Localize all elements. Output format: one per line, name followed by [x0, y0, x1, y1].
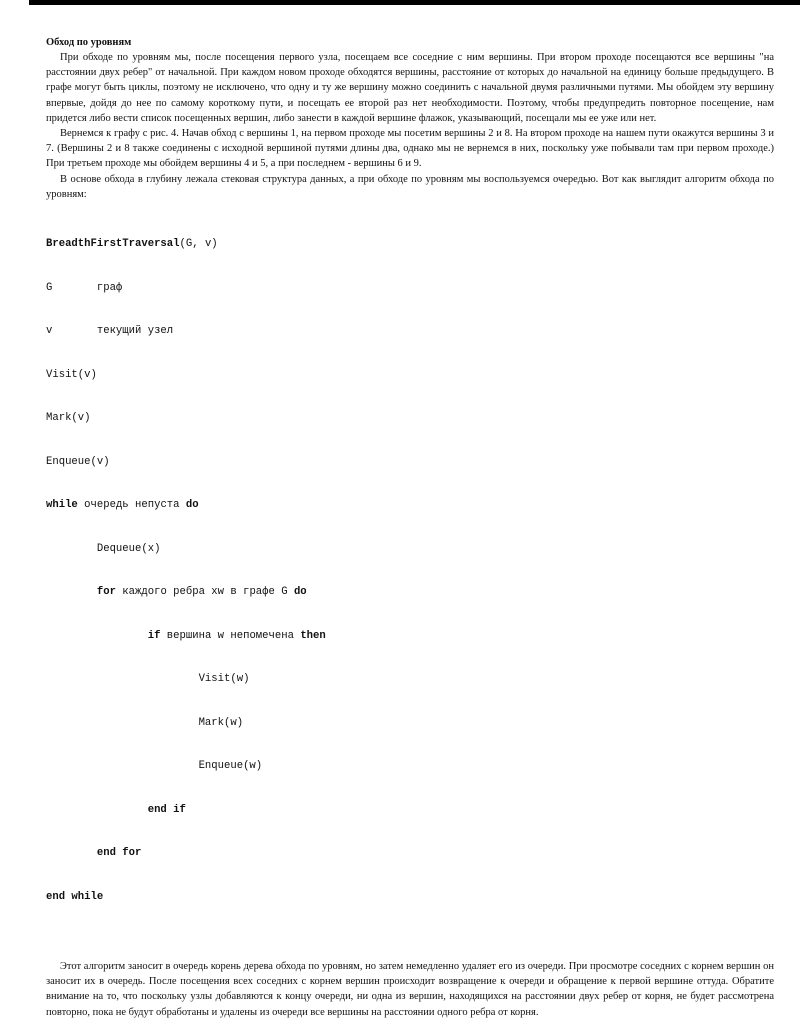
code-line — [46, 803, 774, 818]
code-line: Visit(v) — [46, 368, 97, 381]
code-line: v текущий узел — [46, 325, 174, 338]
code-indent — [46, 586, 97, 598]
code-indent — [46, 804, 148, 816]
code-keyword: end while — [46, 890, 104, 903]
code-keyword: end if — [147, 803, 186, 816]
code-text: каждого ребра xw в графе G — [115, 586, 294, 599]
code-keyword: then — [300, 629, 326, 642]
intro-paragraph-2: Вернемся к графу с рис. 4. Начав обход с вершины 1, на первом проходе мы посетим вершины 2 и 8. На втором проходе на нашем пути окажутся вершины 3 и 7. (Вершины 2 и 8 также соединены с исходной вершиной путями длины два, однако мы не вернемся в них, поскольку уже побывали там при первом проходе.) При третьем проходе мы обойдем вершины 4 и 5, а при последнем - вершины 6 и 9. — [46, 128, 774, 170]
code-line: Mark(v) — [46, 412, 91, 425]
code-keyword: if — [147, 629, 161, 642]
code-text: (G, v) — [179, 238, 218, 251]
code-keyword: do — [293, 586, 307, 599]
code-function-name: BreadthFirstTraversal — [46, 238, 180, 251]
code-line — [46, 890, 774, 905]
section-title: Обход по уровням — [46, 37, 132, 48]
code-line: Enqueue(w) — [46, 760, 263, 773]
intro-paragraph-1: При обходе по уровням мы, после посещения первого узла, посещаем все соседние с ним вершины. При втором проходе посещаются все вершины "на расстоянии двух ребер" от начальной. При каждом новом проходе обходятся вершины, расстояние от которых до начальной на единицу больше предыдущего. В графе могут быть циклы, поэтому не исключено, что одну и ту же вершину можно соединить с начальной двумя различными путями. Мы обойдем эту вершину впервые, дойдя до нее по самому короткому пути, и посещать ее второй раз нет необходимости. Поэтому, чтобы предупредить повторное посещение, нам придется либо вести список посещенных вершин, либо занести в каждой вершине флажок, указывающий, посещали мы ее уже или нет. — [46, 52, 774, 124]
code-line: G граф — [46, 281, 123, 294]
conclusion-paragraph: Этот алгоритм заносит в очередь корень дерева обхода по уровням, но затем немедленно удаляет его из очереди. При просмотре соседних с корнем вершин он заносит их в очередь. После посещения всех соседних с корнем вершин происходит возвращение к очереди и обращение к первой вершине оттуда. Обратите внимание на то, что поскольку узлы добавляются к концу очереди, ни одна из вершин, находящихся на расстоянии двух ребер от корня, не будет рассмотрена повторно, пока не будут обработаны и удалены из очереди все вершины на расстоянии одного ребра от корня. — [46, 961, 774, 1018]
code-line — [46, 498, 774, 513]
code-keyword: do — [185, 499, 199, 512]
document-page — [46, 36, 774, 1020]
code-line — [46, 629, 774, 644]
code-text: очередь непуста — [77, 499, 186, 512]
top-border — [29, 0, 800, 5]
code-line — [46, 846, 774, 861]
code-keyword: end for — [96, 847, 142, 860]
code-line: Enqueue(v) — [46, 455, 110, 468]
code-line: Dequeue(x) — [46, 542, 161, 555]
code-keyword: while — [46, 499, 78, 512]
code-line — [46, 237, 774, 252]
code-line: Visit(w) — [46, 673, 250, 686]
algorithm-code-block — [46, 208, 774, 933]
code-line — [46, 585, 774, 600]
intro-paragraph-3: В основе обхода в глубину лежала стековая структура данных, а при обходе по уровням мы воспользуемся очередью. Вот как выглядит алгоритм обхода по уровням: — [46, 173, 774, 200]
code-indent — [46, 847, 97, 859]
code-keyword: for — [96, 586, 116, 599]
code-line: Mark(w) — [46, 716, 244, 729]
code-text: вершина w непомечена — [160, 629, 301, 642]
code-indent — [46, 630, 148, 642]
